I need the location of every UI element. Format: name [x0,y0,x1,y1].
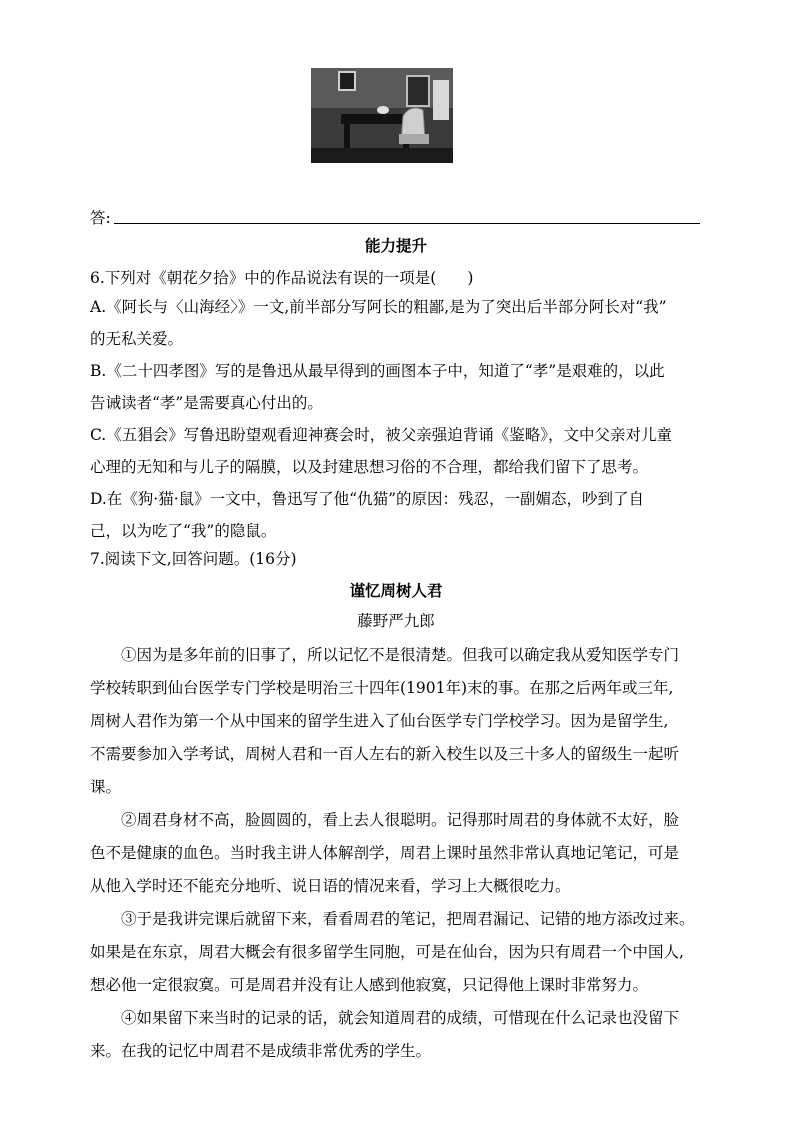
p4-line1: ④如果留下来当时的记录的话，就会知道周君的成绩，可惜现在什么记录也没留下 [121,1009,680,1027]
p1-line5: 课。 [90,778,122,796]
option-c-line1: C.《五猖会》写鲁迅盼望观看迎神赛会时，被父亲强迫背诵《鉴略》，文中父亲对儿童 [90,426,672,444]
option-d-line1: D.在《狗·猫·鼠》一文中，鲁迅写了他“仇猫”的原因：残忍，一副媚态，吵到了自 [90,490,645,508]
p3-line1: ③于是我讲完课后就留下来，看看周君的笔记，把周君漏记、记错的地方添改过来。 [121,910,695,928]
p4-line2: 来。在我的记忆中周君不是成绩非常优秀的学生。 [90,1042,432,1060]
p1-line2: 学校转职到仙台医学专门学校是明治三十四年(1901年)末的事。在那之后两年或三年, [90,679,674,697]
answer-blank-line[interactable] [114,223,700,224]
article-author: 藤野严九郎 [357,612,435,630]
option-a-line1: A.《阿长与〈山海经〉》一文,前半部分写阿长的粗鄙,是为了突出后半部分阿长对“我” [90,298,667,316]
q6-stem: 6.下列对《朝花夕拾》中的作品说法有误的一项是( ) [90,269,474,287]
section-title: 能力提升 [364,236,427,255]
q6-options [90,291,710,547]
p2-line2: 色不是健康的血色。当时我主讲人体解剖学，周君上课时虽然非常认真地记笔记，可是 [90,844,680,862]
p3-line2: 如果是在东京，周君大概会有很多留学生同胞，可是在仙台，因为只有周君一个中国人, [90,943,684,961]
p1-line3: 周树人君作为第一个从中国来的留学生进入了仙台医学专门学校学习。因为是留学生, [90,712,669,730]
article-title: 谨忆周树人君 [349,581,443,600]
p3-line3: 想必他一定很寂寞。可是周君并没有让人感到他寂寞，只记得他上课时非常努力。 [90,976,649,994]
q7-stem: 7.阅读下文,回答问题。(16分) [90,550,297,568]
option-d-line2: 己，以为吃了“我”的隐鼠。 [90,522,277,540]
p2-line3: 从他入学时还不能充分地听、说日语的情况来看，学习上大概很吃力。 [90,877,571,895]
option-b-line2: 告诫读者“孝”是需要真心付出的。 [90,394,323,412]
option-c-line2: 心理的无知和与儿子的隔膜，以及封建思想习俗的不合理，都给我们留下了思考。 [90,458,649,476]
answer-label: 答: [90,209,111,227]
article-body [90,639,710,1068]
p1-line4: 不需要参加入学考试，周树人君和一百人左右的新入校生以及三十多人的留级生一起听 [90,745,680,763]
study-room-photo [311,68,453,163]
p2-line1: ②周君身材不高，脸圆圆的，看上去人很聪明。记得那时周君的身体就不太好，脸 [121,811,680,829]
option-b-line1: B.《二十四孝图》写的是鲁迅从最早得到的画图本子中，知道了“孝”是艰难的，以此 [90,362,665,380]
p1-line1: ①因为是多年前的旧事了，所以记忆不是很清楚。但我可以确定我从爱知医学专门 [121,646,680,664]
answer-row [90,204,700,226]
option-a-line2: 的无私关爱。 [90,330,184,348]
